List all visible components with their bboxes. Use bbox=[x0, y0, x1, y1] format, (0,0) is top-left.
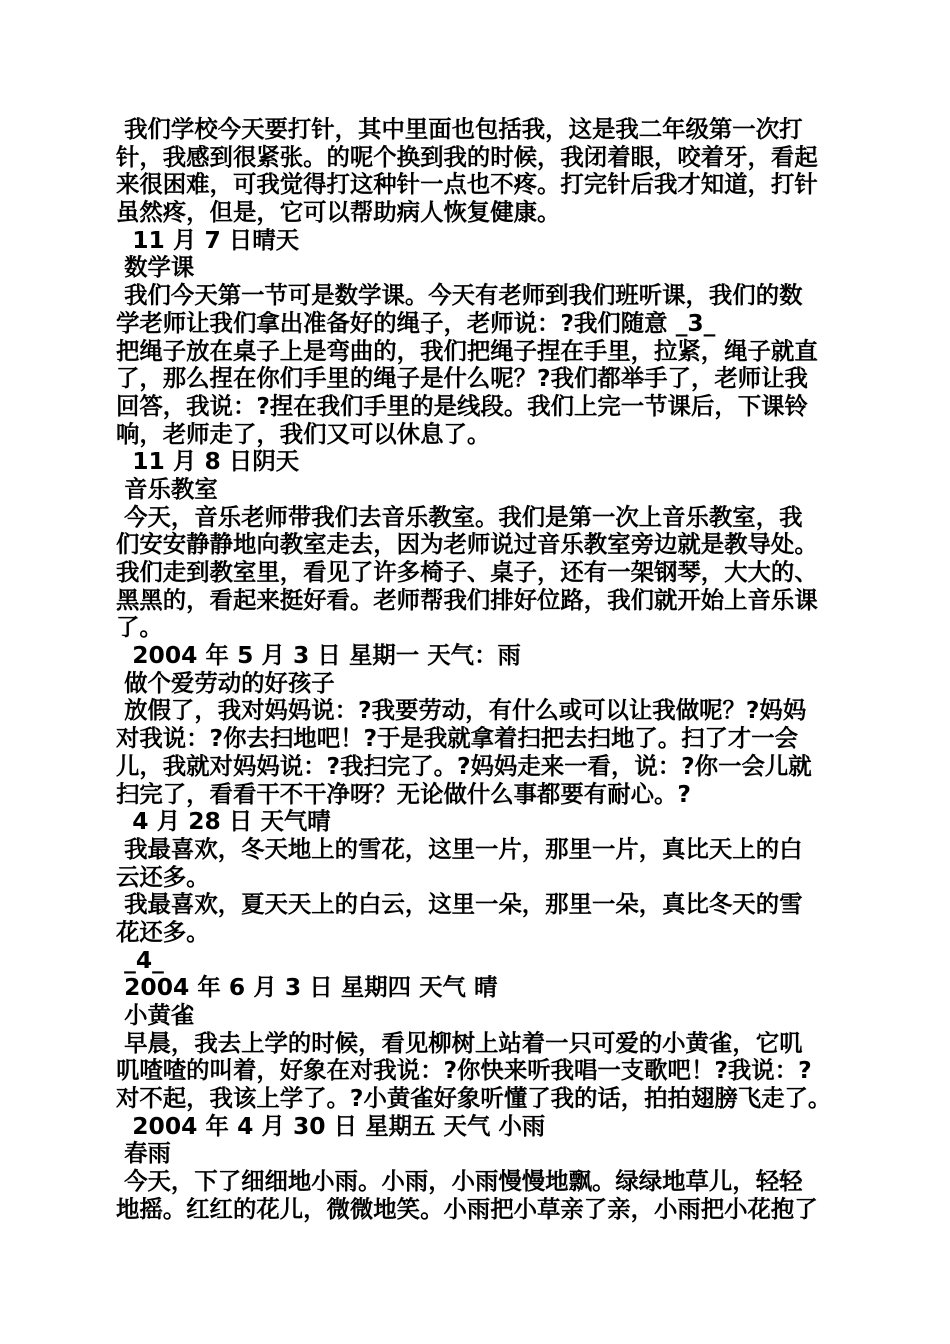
text-line: 我们今天第一节可是数学课。今天有老师到我们班听课，我们的数 bbox=[116, 281, 803, 310]
text-line: 11 月 8 日阴天 bbox=[116, 447, 300, 476]
text-line: 今天，音乐老师带我们去音乐教室。我们是第一次上音乐教室，我 bbox=[116, 502, 803, 531]
text-line: 2004 年 6 月 3 日 星期四 天气 晴 bbox=[116, 973, 498, 1002]
text-line: 小黄雀 bbox=[116, 1001, 195, 1029]
text-line: 11 月 7 日晴天 bbox=[116, 225, 300, 254]
text-line: 花还多。 bbox=[116, 917, 210, 946]
text-line: 2004 年 4 月 30 日 星期五 天气 小雨 bbox=[116, 1111, 546, 1140]
text-line: 今天，下了细细地小雨。小雨，小雨慢慢地飘。绿绿地草儿，轻轻 bbox=[116, 1167, 803, 1196]
text-line: 做个爱劳动的好孩子 bbox=[116, 668, 335, 697]
text-line: 春雨 bbox=[116, 1139, 171, 1168]
text-line: 2004 年 5 月 3 日 星期一 天气：雨 bbox=[116, 641, 521, 670]
text-line: 把绳子放在桌子上是弯曲的，我们把绳子捏在手里，拉紧，绳子就直 bbox=[116, 336, 818, 365]
text-line: 数学课 bbox=[116, 253, 195, 282]
text-line: 对我说：?你去扫地吧！?于是我就拿着扫把去扫地了。扫了才一会 bbox=[116, 724, 799, 753]
text-line: 音乐教室 bbox=[116, 474, 218, 503]
text-line: 们安安静静地向教室走去，因为老师说过音乐教室旁边就是教导处。 bbox=[116, 530, 818, 559]
text-line: 我最喜欢，冬天地上的雪花，这里一片，那里一片，真比天上的白 bbox=[116, 834, 803, 863]
text-line: 我们学校今天要打针，其中里面也包括我，这是我二年级第一次打 bbox=[116, 115, 803, 143]
text-line: 早晨，我去上学的时候，看见柳树上站着一只可爱的小黄雀，它叽 bbox=[116, 1028, 803, 1057]
text-line: 我最喜欢，夏天天上的白云，这里一朵，那里一朵，真比冬天的雪 bbox=[116, 890, 803, 919]
text-line: 云还多。 bbox=[116, 862, 210, 891]
text-line: 虽然疼，但是，它可以帮助病人恢复健康。 bbox=[116, 198, 561, 227]
text-line: _4_ bbox=[116, 945, 164, 974]
document-page bbox=[116, 116, 846, 1224]
text-line: 学老师让我们拿出准备好的绳子，老师说：?我们随意 _3_ bbox=[116, 308, 716, 337]
text-line: 针，我感到很紧张。的呢个换到我的时候，我闭着眼，咬着牙，看起 bbox=[116, 142, 818, 171]
text-line: 了。 bbox=[116, 613, 163, 642]
text-line: 4 月 28 日 天气晴 bbox=[116, 807, 331, 836]
text-line: 黑黑的，看起来挺好看。老师帮我们排好位路，我们就开始上音乐课 bbox=[116, 585, 818, 614]
text-line: 了，那么捏在你们手里的绳子是什么呢？?我们都举手了，老师让我 bbox=[116, 364, 808, 393]
text-line: 叽喳喳的叫着，好象在对我说：?你快来听我唱一支歌吧！?我说：? bbox=[116, 1056, 812, 1085]
text-line: 地摇。红红的花儿，微微地笑。小雨把小草亲了亲，小雨把小花抱了 bbox=[116, 1194, 818, 1223]
text-line: 儿，我就对妈妈说：?我扫完了。?妈妈走来一看，说：?你一会儿就 bbox=[116, 751, 812, 780]
text-line: 来很困难，可我觉得打这种针一点也不疼。打完针后我才知道，打针 bbox=[116, 170, 818, 199]
text-line: 回答，我说：?捏在我们手里的是线段。我们上完一节课后，下课铃 bbox=[116, 391, 808, 420]
text-line: 对不起，我该上学了。?小黄雀好象听懂了我的话，拍拍翅膀飞走了。 bbox=[116, 1084, 832, 1113]
text-line: 放假了，我对妈妈说：?我要劳动，有什么或可以让我做呢？?妈妈 bbox=[116, 696, 807, 725]
text-line: 我们走到教室里，看见了许多椅子、桌子，还有一架钢琴，大大的、 bbox=[116, 558, 818, 586]
text-line: 响，老师走了，我们又可以休息了。 bbox=[116, 419, 491, 448]
text-line: 扫完了，看看干不干净呀？无论做什么事都要有耐心。? bbox=[116, 779, 691, 808]
